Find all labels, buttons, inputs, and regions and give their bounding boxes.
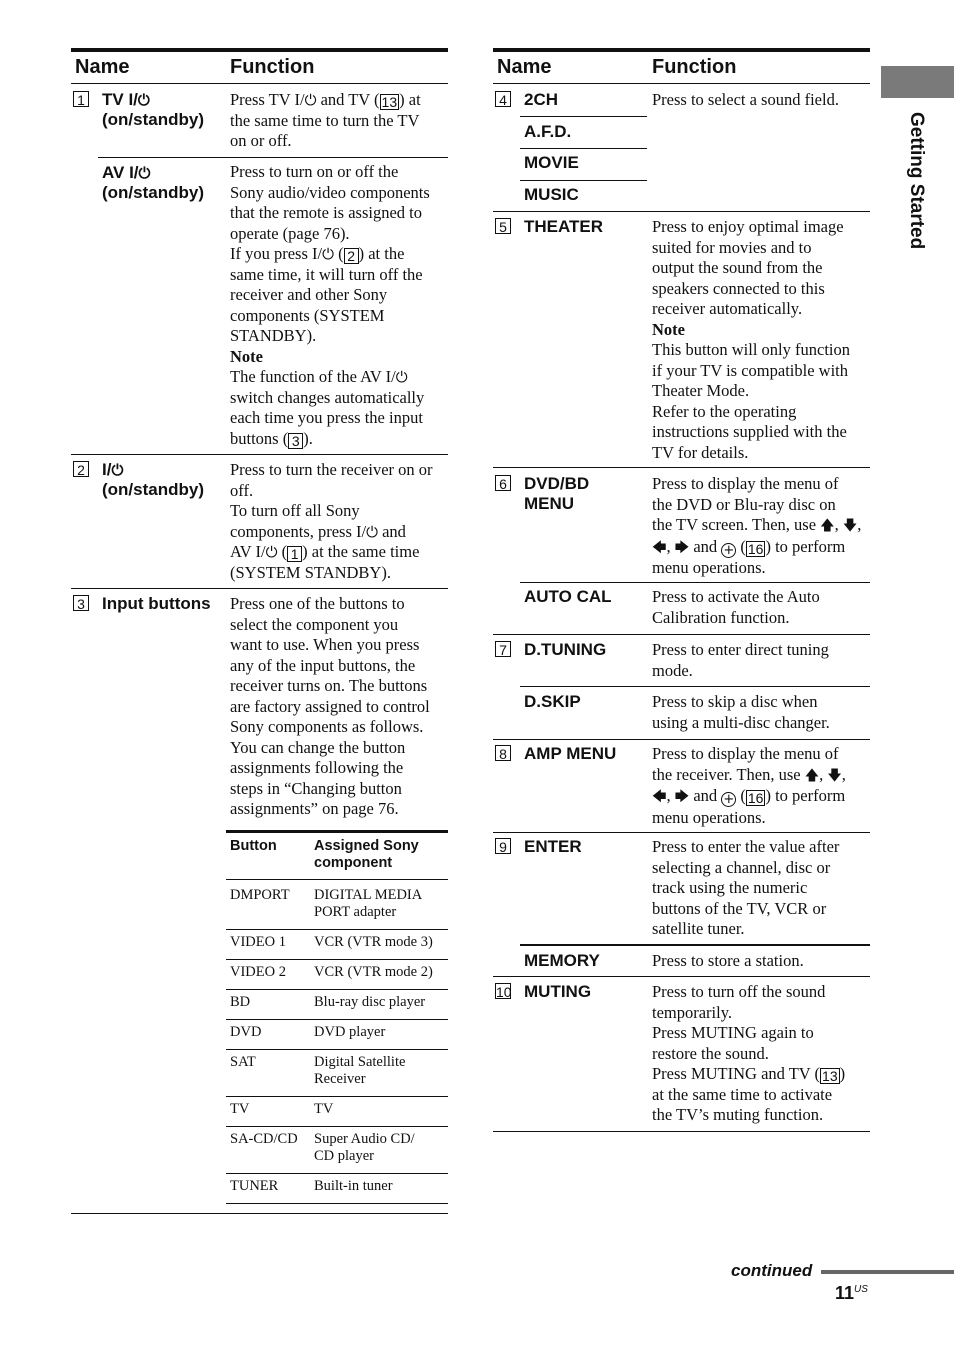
row-number: 6 [495, 475, 511, 491]
divider [493, 634, 870, 635]
arrow-down-icon: 🡇 [827, 767, 842, 784]
component-cell: Built-in tuner [314, 1178, 393, 1194]
row-number: 1 [73, 91, 89, 107]
arrow-left-icon: 🡄 [652, 539, 667, 556]
arrow-up-icon: 🡅 [820, 518, 835, 534]
arrow-left-icon: 🡄 [652, 789, 667, 805]
row-function: Press to enjoy optimal image suited for movies and to output the sound from the speakers connected to this receiver automatically. Note This button will only function if your TV is compatible with Theater Mode. Refer to the operating instructions supplied with the TV for details. [652, 217, 850, 462]
row-function: Press to turn the receiver on or off. To turn off all Sony components, press I/⏻ and AV I/⏻ ( 1 ) at the same time (SYSTEM STANDBY). [230, 460, 433, 582]
row-number: 8 [495, 745, 511, 761]
row-function: Press to display the menu of the DVD or Blu-ray disc on the TV screen. Then, use 🡅, 🡇, 🡄, 🡆 and + ( 16 ) to perform menu operations. [652, 474, 862, 577]
row-function: Press to turn off the sound temporarily. Press MUTING again to restore the sound. Press MUTING and TV ( 13 ) at the same time to activate the TV’s muting function. [652, 982, 846, 1124]
row-name: MEMORY [524, 951, 600, 970]
enter-plus-icon: + [721, 543, 736, 558]
divider [493, 1131, 870, 1132]
button-cell: SAT [230, 1054, 256, 1070]
row-function: Press TV I/⏻ and TV ( 13 ) at the same time to turn the TV on or off. [230, 90, 421, 150]
row-name: D.SKIP [524, 692, 581, 711]
power-icon: ⏻ [395, 368, 408, 386]
table-header [493, 48, 870, 84]
table-row [226, 1097, 448, 1127]
component-cell: DIGITAL MEDIA PORT adapter [314, 887, 423, 920]
divider [493, 832, 870, 833]
button-cell: SA-CD/CD [230, 1131, 298, 1147]
button-cell: DMPORT [230, 887, 290, 903]
row-name: Input buttons [102, 594, 211, 613]
divider [520, 686, 870, 687]
table-row [226, 1174, 448, 1204]
row-number: 9 [495, 838, 511, 854]
divider [493, 739, 870, 740]
row-number: 4 [495, 91, 511, 107]
component-cell: DVD player [314, 1024, 386, 1040]
row-name: ENTER [524, 837, 582, 856]
continued-label: continued [731, 1261, 813, 1280]
continued-bar [821, 1270, 954, 1274]
table-row [226, 883, 448, 930]
component-cell: VCR (VTR mode 2) [314, 964, 433, 980]
power-icon: ⏻ [265, 543, 278, 561]
button-cell: TV [230, 1101, 250, 1117]
row-name: AV I/⏻ (on/standby) [102, 163, 204, 202]
table-row [226, 1127, 448, 1174]
power-icon: ⏻ [304, 91, 317, 109]
row-function: Press to activate the Auto Calibration function. [652, 587, 820, 627]
row-name: MUSIC [524, 185, 579, 204]
component-cell: Digital Satellite Receiver [314, 1054, 406, 1087]
left-table [71, 48, 448, 1194]
row-number: 7 [495, 641, 511, 657]
table-row [226, 1050, 448, 1097]
divider [520, 582, 870, 583]
row-function: Press to enter direct tuning mode. [652, 640, 829, 680]
row-number: 2 [73, 461, 89, 477]
page-number: $11^{US}$ [835, 1283, 868, 1303]
subtable-header-component: Assigned Sony component [314, 838, 419, 871]
row-name: AMP MENU [524, 744, 617, 763]
enter-plus-icon: + [721, 792, 736, 807]
header-function: Function [230, 56, 315, 78]
table-row [226, 960, 448, 990]
table-header [71, 48, 448, 84]
row-name: DVD/BD MENU [524, 474, 590, 513]
row-number: 3 [73, 595, 89, 611]
table-row [226, 930, 448, 960]
button-cell: TUNER [230, 1178, 279, 1194]
divider [71, 588, 448, 589]
component-cell: Super Audio CD/ CD player [314, 1131, 415, 1164]
row-name: A.F.D. [524, 122, 572, 141]
row-name: MOVIE [524, 153, 579, 172]
subtable-header-button: Button [230, 838, 277, 854]
component-cell: Blu-ray disc player [314, 994, 426, 1010]
right-table [493, 48, 870, 1124]
row-name: D.TUNING [524, 640, 607, 659]
divider [493, 976, 870, 977]
row-name: TV I/⏻ (on/standby) [102, 90, 204, 129]
button-cell: DVD [230, 1024, 262, 1040]
power-icon: ⏻ [111, 461, 124, 479]
row-function: Press one of the buttons to select the component you want to use. When you press any of the input buttons, the receiver turns on. The buttons are factory assigned to control Sony components as follows. You can change the button assignments following the steps in “Changing button assignments” on page 76. [230, 594, 430, 818]
button-cell: VIDEO 1 [230, 934, 286, 950]
header-function: Function [652, 56, 737, 78]
row-divider [226, 1203, 448, 1204]
button-cell: VIDEO 2 [230, 964, 286, 980]
divider [520, 944, 870, 946]
row-name: MUTING [524, 982, 592, 1001]
table-row [226, 1020, 448, 1050]
divider [71, 1213, 448, 1214]
row-number: 5 [495, 218, 511, 234]
row-number: 10 [496, 984, 512, 1000]
row-name: I/⏻ (on/standby) [102, 460, 204, 499]
row-function: Press to select a sound field. [652, 90, 839, 109]
row-function: Press to display the menu of the receiver. Then, use 🡅, 🡇, 🡄, 🡆 and + ( 16 ) to perform menu operations. [652, 744, 846, 827]
row-name: THEATER [524, 217, 604, 236]
power-icon: ⏻ [138, 164, 151, 182]
row-name: AUTO CAL [524, 587, 612, 606]
row-function: Press to enter the value after selecting a channel, disc or track using the numeric buttons of the TV, VCR or satellite tuner. [652, 837, 840, 938]
arrow-up-icon: 🡅 [804, 767, 820, 784]
row-name: 2CH [524, 90, 559, 109]
power-icon: ⏻ [322, 245, 334, 263]
header-name: Name [75, 56, 130, 78]
arrow-right-icon: 🡆 [674, 789, 690, 805]
divider [493, 467, 870, 468]
section-title: Getting Started [906, 112, 927, 250]
power-icon: ⏻ [366, 522, 378, 541]
arrow-right-icon: 🡆 [674, 539, 690, 556]
component-cell: TV [314, 1101, 334, 1117]
divider [71, 454, 448, 455]
header-name: Name [497, 56, 552, 78]
row-function: Press to turn on or off the Sony audio/video components that the remote is assigned to operate (page 76). If you press I/⏻ ( 2 ) at the same time, it will turn off the receiver and other Sony components (SYSTEM STANDBY). Note The function of the AV I/⏻ switch changes automatically each time you press the input buttons ( 3 ). [230, 162, 430, 449]
table-row [226, 990, 448, 1020]
divider [98, 157, 448, 158]
row-function: Press to skip a disc when using a multi-disc changer. [652, 692, 830, 732]
arrow-down-icon: 🡇 [842, 518, 858, 534]
component-cell: VCR (VTR mode 3) [314, 934, 433, 950]
divider [493, 211, 870, 212]
section-tab [881, 66, 954, 98]
row-function: Press to store a station. [652, 951, 804, 970]
button-cell: BD [230, 994, 251, 1010]
power-icon: ⏻ [137, 91, 150, 109]
